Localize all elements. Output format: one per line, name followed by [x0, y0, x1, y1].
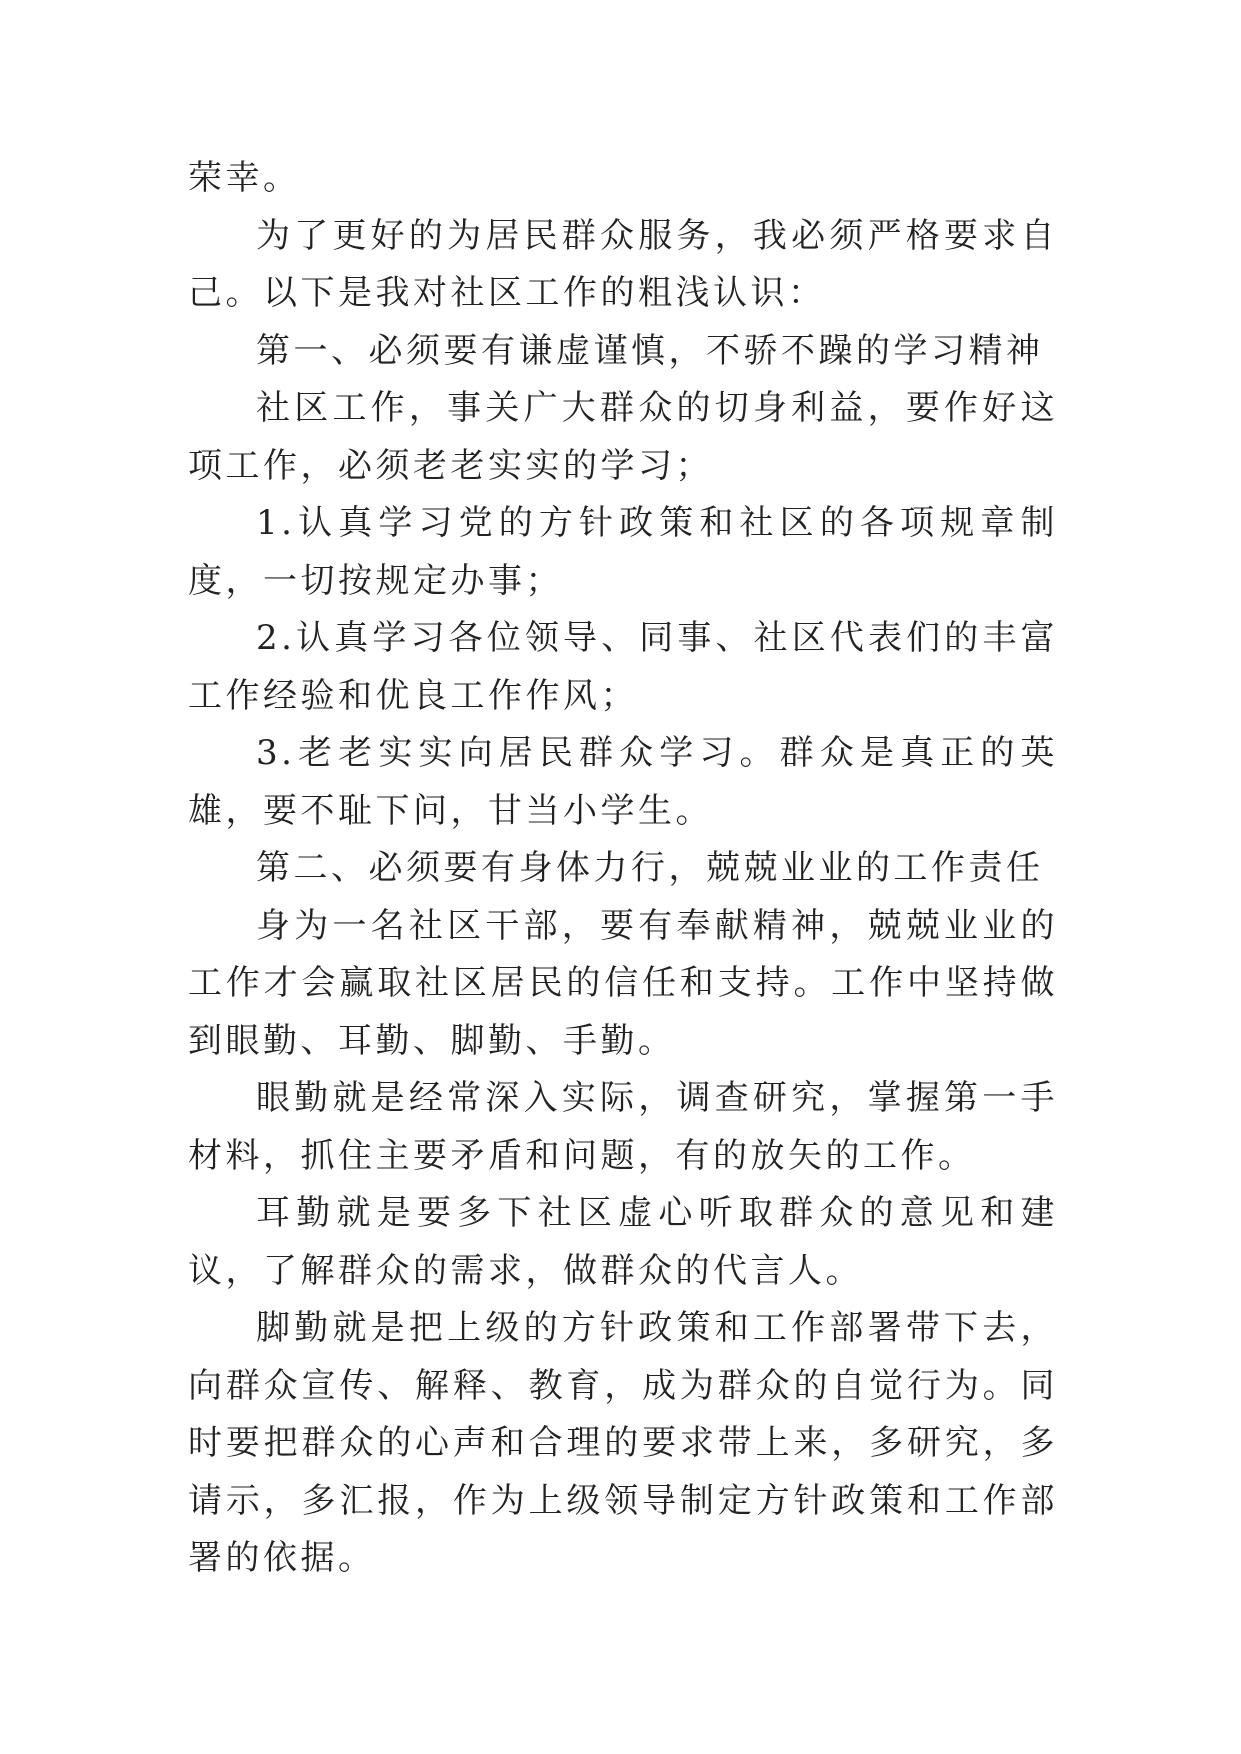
paragraph: 身为一名社区干部，要有奉献精神，兢兢业业的工作才会赢取社区居民的信任和支持。工作中坚持做到眼勤、耳勤、脚勤、手勤。 [188, 905, 1058, 1061]
section-heading: 第一、必须要有谦虚谨慎，不骄不躁的学习精神 [256, 330, 1044, 371]
paragraph: 荣幸。 [188, 158, 301, 198]
list-item: 2.认真学习各位领导、同事、社区代表们的丰富工作经验和优良工作作风； [188, 618, 1058, 716]
paragraph: 脚勤就是把上级的方针政策和工作部署带下去，向群众宣传、解释、教育，成为群众的自觉行为。同时要把群众的心声和合理的要求带上来，多研究，多请示，多汇报，作为上级领导制定方针政策和工作部署的依据。 [188, 1308, 1058, 1578]
document-body [188, 150, 1058, 1588]
paragraph: 耳勤就是要多下社区虚心听取群众的意见和建议，了解群众的需求，做群众的代言人。 [188, 1193, 1058, 1291]
list-item: 3.老老实实向居民群众学习。群众是真正的英雄，要不耻下问，甘当小学生。 [188, 733, 1058, 831]
section-heading: 第二、必须要有身体力行，兢兢业业的工作责任 [256, 848, 1044, 888]
list-item: 1.认真学习党的方针政策和社区的各项规章制度，一切按规定办事； [188, 503, 1058, 601]
paragraph: 眼勤就是经常深入实际，调查研究，掌握第一手材料，抓住主要矛盾和问题，有的放矢的工作。 [188, 1078, 1058, 1176]
paragraph: 社区工作，事关广大群众的切身利益，要作好这项工作，必须老老实实的学习； [188, 388, 1058, 486]
paragraph: 为了更好的为居民群众服务，我必须严格要求自己。以下是我对社区工作的粗浅认识： [188, 215, 1058, 313]
